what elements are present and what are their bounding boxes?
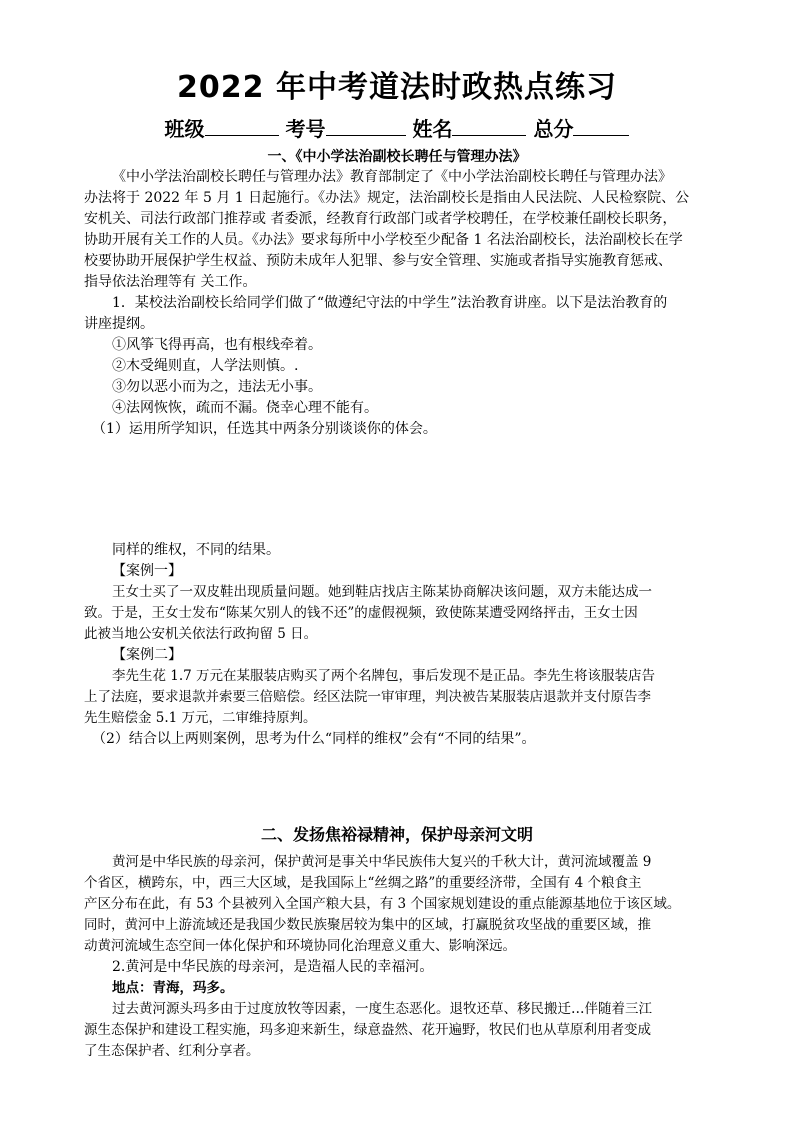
exam-no-label: 考号 — [285, 117, 326, 141]
section2-para-line: 了生态保护者、红利分享者。 — [84, 1043, 260, 1059]
question2-line: 2.黄河是中华民族的母亲河，是造福人民的幸福河。 — [112, 959, 434, 975]
section2-heading: 二、发扬焦裕禄精神，保护母亲河文明 — [260, 825, 533, 844]
score-label: 总分 — [533, 117, 574, 141]
list-item: ③勿以恶小而为之，违法无小事。 — [112, 379, 322, 395]
case2-line: 上了法庭，要求退款并索要三倍赔偿。经区法院一审审理，判决被告某服装店退款并支付原告李 — [84, 689, 651, 705]
case2-line: 先生赔偿金 5.1 万元，二审维持原判。 — [84, 710, 317, 726]
intro-line: 安机关、司法行政部门推荐或 者委派，经教育行政部门或者学校聘任，在学校兼任副校长职务， — [84, 211, 677, 227]
intro-line: 校要协助开展保护学生权益、预防未成年人犯罪、参与安全管理、实施或者指导实施教育惩戒、 — [84, 253, 672, 269]
section2-intro-line: 黄河是中华民族的母亲河，保护黄河是事关中华民族伟大复兴的千秋大计，黄河流域覆盖 9 — [112, 854, 652, 870]
class-label: 班级 — [164, 117, 205, 141]
list-item: ①风筝飞得再高，也有根线牵着。 — [112, 337, 322, 353]
case1-label: 【案例一】 — [112, 563, 182, 579]
name-label: 姓名 — [412, 117, 453, 141]
case1-line: 致。于是，王女士发布“陈某欠别人的钱不还”的虚假视频，致使陈某遭受网络抨击，王女士因 — [84, 605, 638, 621]
list-item: ④法网恢恢，疏而不漏。侥幸心理不能有。 — [112, 400, 378, 416]
name-blank — [452, 117, 526, 136]
same-rights-line: 同样的维权，不同的结果。 — [112, 542, 280, 558]
question1-line: 1．某校法治副校长给同学们做了“做遵纪守法的中学生”法治教育讲座。以下是法治教育的 — [112, 295, 668, 311]
section2-intro-line: 同时，黄河中上游流域还是我国少数民族聚居较为集中的区域，打赢脱贫攻坚战的重要区域，推 — [84, 917, 651, 933]
cases-block — [84, 540, 732, 750]
class-blank — [205, 117, 279, 136]
section1-heading: 一、《中小学法治副校长聘任与管理办法》 — [267, 149, 527, 165]
score-blank — [573, 117, 629, 136]
sub-question-2: （2）结合以上两则案例，思考为什么“同样的维权”会有“不同的结果”。 — [92, 731, 536, 747]
page-title: 2022 年中考道法时政热点练习 — [177, 70, 617, 105]
list-item: ②木受绳则直，人学法则慎。. — [112, 358, 299, 374]
case2-label: 【案例二】 — [112, 647, 182, 663]
sub-question-1: （1）运用所学知识，任选其中两条分别谈谈你的体会。 — [92, 421, 437, 437]
exam-no-blank — [326, 117, 406, 136]
question1-line: 讲座提纲。 — [84, 316, 154, 332]
case1-line: 此被当地公安机关依法行政拘留 5 日。 — [84, 626, 318, 642]
intro-line: 办法将于 2022 年 5 月 1 日起施行。《办法》规定，法治副校长是指由人民法院、人民检察院、公 — [84, 190, 690, 206]
section1-intro — [84, 167, 732, 440]
section2-intro-line: 个省区，横跨东，中，西三大区域，是我国际上“丝绸之路”的重要经济带，全国有 4 个粮食主 — [84, 875, 642, 891]
place-line: 地点：青海，玛多。 — [112, 980, 234, 996]
section2-para-line: 过去黄河源头玛多由于过度放牧等因素，一度生态恶化。退牧还草、移民搬迁…伴随着三江 — [112, 1001, 652, 1017]
section2-body — [84, 852, 732, 1062]
section2-intro-line: 产区分布在此，有 53 个县被列入全国产粮大县，有 3 个国家规划建设的重点能源基地位于该区域。 — [84, 896, 681, 912]
case1-line: 王女士买了一双皮鞋出现质量问题。她到鞋店找店主陈某协商解决该问题，双方未能达成一 — [112, 584, 652, 600]
section2-para-line: 源生态保护和建设工程实施，玛多迎来新生，绿意盎然、花开遍野，牧民们也从草原利用者变成 — [84, 1022, 651, 1038]
case2-line: 李先生花 1.7 万元在某服装店购买了两个名牌包，事后发现不是正品。李先生将该服装店告 — [112, 668, 656, 684]
intro-line: 协助开展有关工作的人员。《办法》要求每所中小学校至少配备 1 名法治副校长，法治副校长在学 — [84, 232, 683, 248]
intro-line: 指导依法治理等有 关工作。 — [84, 274, 257, 290]
section2-intro-line: 动黄河流域生态空间一体化保护和环境协同化治理意义重大、影响深远。 — [84, 938, 516, 954]
student-info-line — [0, 113, 794, 142]
intro-line: 《中小学法治副校长聘任与管理办法》教育部制定了《中小学法治副校长聘任与管理办法》 — [112, 169, 672, 185]
